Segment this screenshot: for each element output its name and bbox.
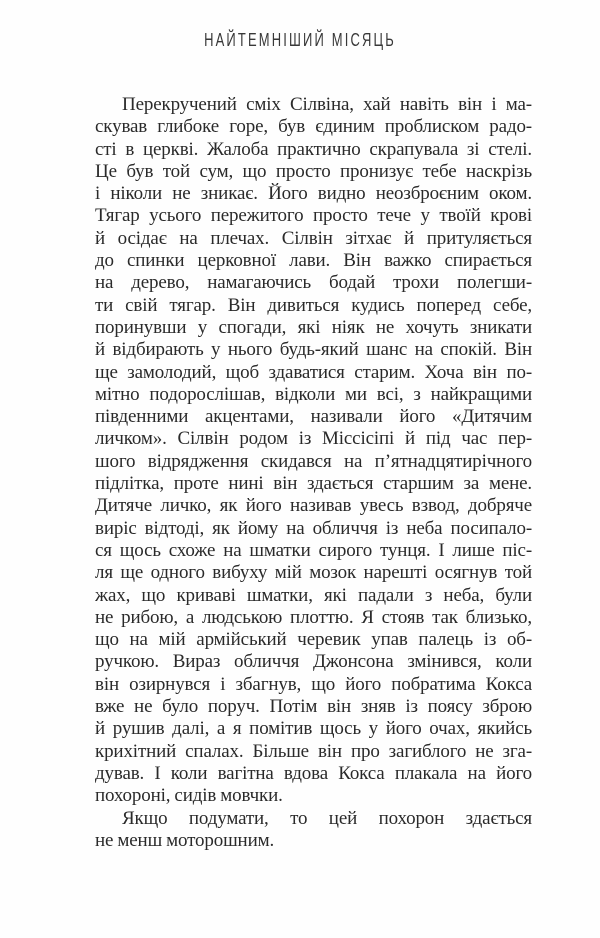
text-line: вже не було поруч. Потім він зняв із поясу зброю <box>95 696 532 718</box>
text-line: він озирнувся і збагнув, що його побратима Кокса <box>95 673 532 695</box>
text-line: Тягар усього пережитого просто тече у твоїй крові <box>95 205 532 227</box>
running-header: НАЙТЕМНІШИЙ МІСЯЦЬ <box>204 30 396 50</box>
text-line: підлітка, проте нині він здається старшим за мене. <box>95 473 532 495</box>
text-line: мітно подорослішав, відколи ми всі, з найкращими <box>95 383 532 405</box>
text-line: дував. І коли вагітна вдова Кокса плакала на його <box>95 762 532 784</box>
text-line: до спинки церковної лави. Він важко спирається <box>95 250 532 272</box>
text-line: й рушив далі, а я помітив щось у його очах, якийсь <box>95 718 532 740</box>
text-line: і ніколи не зникає. Його видно неозброєним оком. <box>95 183 532 205</box>
text-line: на дерево, намагаючись бодай трохи полегши- <box>95 272 532 294</box>
text-line: ти свій тягар. Він дивиться кудись поперед себе, <box>95 294 532 316</box>
text-line: личком». Сілвін родом із Міссісіпі й під час пер- <box>95 428 532 450</box>
text-line: й відбирають у нього будь-який шанс на спокій. Він <box>95 339 532 361</box>
body-text <box>95 94 532 852</box>
text-line: виріс відтоді, як йому на обличчя із неба посипало- <box>95 517 532 539</box>
text-line: Це був той сум, що просто пронизує тебе наскрізь <box>95 160 532 182</box>
text-line: й осідає на плечах. Сілвін зітхає й притуляється <box>95 227 532 249</box>
text-line: похороні, сидів мовчки. <box>95 785 283 807</box>
text-line: ручкою. Вираз обличчя Джонсона змінився, коли <box>95 651 532 673</box>
text-line: ще замолодий, щоб здаватися старим. Хоча він по- <box>95 361 532 383</box>
text-line: крихітний спалах. Більше він про загиблого не зга- <box>95 740 532 762</box>
text-line: що на мій армійський черевик упав палець із об- <box>95 629 532 651</box>
text-line: Якщо подумати, то цей похорон здається <box>122 807 532 829</box>
text-line: не менш моторошним. <box>95 829 275 851</box>
text-line: Дитяче личко, як його називав увесь взвод, добряче <box>95 495 532 517</box>
text-line: жах, що криваві шматки, які падали з неба, були <box>95 584 532 606</box>
text-line: ля ще одного вибуху мій мозок нарешті осягнув той <box>95 562 532 584</box>
text-line: поринувши у спогади, які ніяк не хочуть зникати <box>95 316 532 338</box>
text-line: сті в церкві. Жалоба практично скрапувала зі стелі. <box>95 138 532 160</box>
text-line: Перекручений сміх Сілвіна, хай навіть він і ма- <box>122 94 532 115</box>
text-line: не рибою, а людською плоттю. Я стояв так близько, <box>95 606 532 628</box>
text-line: ся щось схоже на шматки сирого тунця. І лише піс- <box>95 539 532 561</box>
text-line: південними акцентами, називали його «Дитячим <box>95 406 532 428</box>
text-line: скував глибоке горе, був єдиним проблиском радо- <box>95 116 532 138</box>
text-line: шого відрядження скидався на п’ятнадцятирічного <box>95 450 532 472</box>
